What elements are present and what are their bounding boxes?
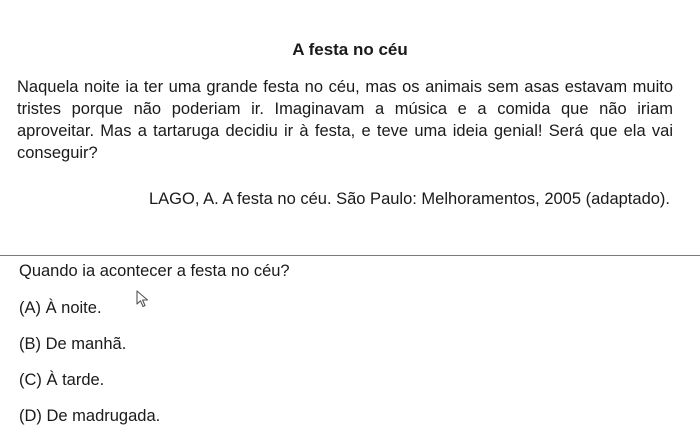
option-a[interactable]: (A) À noite. <box>19 299 102 317</box>
text-title: A festa no céu <box>292 40 408 59</box>
option-b[interactable]: (B) De manhã. <box>19 335 127 353</box>
bibliographic-reference: LAGO, A. A festa no céu. São Paulo: Melhoramentos, 2005 (adaptado). <box>149 190 670 208</box>
option-c[interactable]: (C) À tarde. <box>19 371 105 389</box>
passage-text: Naquela noite ia ter uma grande festa no céu, mas os animais sem asas estavam muito tristes porque não poderiam ir. Imaginavam a música e a comida que não iriam aproveitar. Mas a tartaruga decidiu ir à festa, e teve uma ideia genial! Será que ela vai conseguir? <box>17 78 673 162</box>
answer-options <box>19 292 160 436</box>
option-d[interactable]: (D) De madrugada. <box>19 407 161 425</box>
question-prompt: Quando ia acontecer a festa no céu? <box>19 262 290 280</box>
mouse-pointer-icon <box>136 290 150 308</box>
section-divider <box>0 255 700 256</box>
